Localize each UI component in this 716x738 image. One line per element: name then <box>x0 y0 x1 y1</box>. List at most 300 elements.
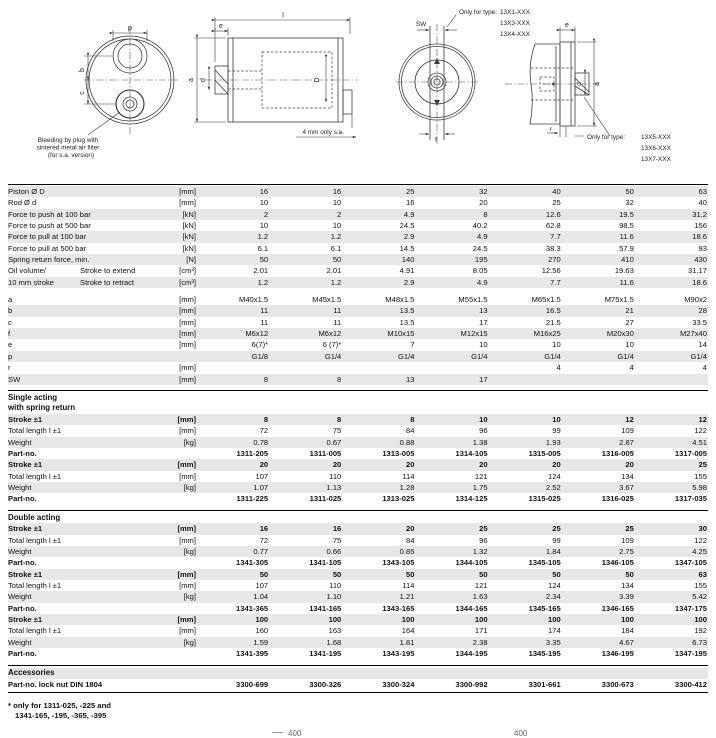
value-cell: 4 <box>702 363 707 373</box>
value-cell: 2 <box>337 209 342 219</box>
row-unit: [mm] <box>177 460 196 470</box>
value-cell: M12x15 <box>460 329 488 339</box>
value-cell: M16x25 <box>533 329 561 339</box>
value-cell: 124 <box>548 471 561 481</box>
row-unit <box>166 351 196 362</box>
row-unit: [mm] <box>179 363 196 373</box>
table-row <box>8 317 708 328</box>
dim-r-label: r <box>549 126 553 133</box>
value-cell: 50 <box>625 569 634 579</box>
value-cell: 1344-165 <box>455 603 488 613</box>
value-cell: 8.05 <box>472 266 488 276</box>
row-unit: [mm] <box>179 329 196 339</box>
clipped-text-right: 400 <box>514 729 528 738</box>
value-cell: 110 <box>329 471 342 481</box>
value-cell: 5.98 <box>692 483 707 493</box>
value-cell: 1317-035 <box>674 494 707 504</box>
value-cell: 121 <box>474 581 488 591</box>
row-unit: [mm] <box>177 569 196 579</box>
footnote-line1: * only for 1311-025, -225 and <box>8 701 111 711</box>
row-unit: [kN] <box>182 221 196 231</box>
value-cell: 11 <box>260 306 269 316</box>
value-cell: M6x12 <box>318 329 342 339</box>
row-unit: [kN] <box>182 232 196 242</box>
table-row <box>8 648 708 659</box>
row-label-part2: Stroke to retract <box>80 277 135 287</box>
table-row <box>8 493 708 504</box>
row-unit: [mm] <box>179 535 196 545</box>
value-cell: 1.93 <box>545 437 561 447</box>
value-cell: 3.67 <box>619 483 634 493</box>
value-cell: 1.81 <box>399 637 415 647</box>
value-cell: 100 <box>621 615 634 625</box>
value-cell: 2.75 <box>619 547 634 557</box>
value-cell: 50 <box>479 569 488 579</box>
value-cell: M10x15 <box>387 329 415 339</box>
value-cell <box>489 374 562 385</box>
value-cell: 3300-992 <box>455 679 488 689</box>
value-cell: 20 <box>259 460 269 470</box>
value-cell: 155 <box>694 471 707 481</box>
value-cell: 17 <box>479 317 488 327</box>
value-cell: G1/8 <box>251 351 269 361</box>
row-unit: [mm] <box>177 615 196 625</box>
value-cell: 32 <box>625 198 634 208</box>
footnote <box>8 701 708 721</box>
type-13x5: 13X5-XXX <box>641 134 671 141</box>
row-unit <box>166 603 196 614</box>
value-cell: 75 <box>332 426 342 436</box>
value-cell: 124 <box>548 581 561 591</box>
side-view-drawing <box>188 13 357 138</box>
row-label: c <box>8 317 12 327</box>
bleeding-note-line1: Bleeding by plug with <box>37 137 99 144</box>
value-cell: 40.2 <box>472 221 488 231</box>
value-cell: 20 <box>479 198 488 208</box>
technical-drawings <box>0 0 716 183</box>
table-row <box>8 569 708 580</box>
value-cell: G1/4 <box>471 351 488 361</box>
row-label: Part-no. lock nut DIN 1804 <box>8 679 103 689</box>
row-label: Weight <box>8 483 32 493</box>
table-row <box>8 679 708 690</box>
value-cell: 5.42 <box>692 592 707 602</box>
value-cell: 10 <box>552 340 561 350</box>
value-cell: 99 <box>552 426 561 436</box>
row-unit <box>166 557 196 568</box>
value-cell: 4.25 <box>692 547 707 557</box>
row-label: e <box>8 340 13 350</box>
value-cell: 1.21 <box>399 592 415 602</box>
rear-cap-detail-drawing <box>505 22 672 163</box>
row-unit: [kg] <box>183 483 196 493</box>
row-label-part1: 10 mm stroke <box>8 277 54 287</box>
value-cell: 107 <box>255 471 269 481</box>
value-cell: 160 <box>255 626 269 636</box>
value-cell: M75x1.5 <box>604 295 634 305</box>
note-4mm: 4 mm only s.a. <box>302 129 344 136</box>
value-cell: G1/4 <box>324 351 342 361</box>
table-row <box>8 471 708 482</box>
value-cell: 6.73 <box>692 637 707 647</box>
row-unit: [mm] <box>177 415 196 425</box>
value-cell: 38.3 <box>545 243 561 253</box>
clipped-dimension-line <box>272 732 283 733</box>
value-cell: 1.84 <box>545 547 561 557</box>
row-label: Part-no. <box>8 494 37 504</box>
value-cell: 28 <box>698 306 707 316</box>
value-cell: M90x2 <box>684 295 707 305</box>
value-cell: 2.38 <box>472 637 488 647</box>
row-label: Force to pull at 500 bar <box>8 243 87 253</box>
value-cell: 12 <box>625 415 634 425</box>
value-cell: 13.5 <box>399 306 415 316</box>
value-cell: 1341-365 <box>236 603 269 613</box>
value-cell: 33.5 <box>692 317 707 327</box>
value-cell: 1341-105 <box>309 558 342 568</box>
value-cell: 6.1 <box>330 243 342 253</box>
type-13x4: 13X4-XXX <box>500 31 530 38</box>
dim-c-label: c <box>79 91 86 95</box>
table-row <box>8 448 708 459</box>
value-cell: 1345-165 <box>528 603 561 613</box>
value-cell: 8 <box>483 209 488 219</box>
row-unit: [kg] <box>183 547 196 557</box>
value-cell: 100 <box>694 615 707 625</box>
bleeding-note-line2: sintered metal air filter <box>36 144 100 152</box>
clipped-text-left: 400 <box>288 729 302 738</box>
row-unit: [mm] <box>179 426 196 436</box>
row-label: Part-no. <box>8 558 37 568</box>
table-row <box>8 625 708 636</box>
row-unit: [mm] <box>179 295 196 305</box>
value-cell: 99 <box>552 535 561 545</box>
value-cell: 3.35 <box>545 637 561 647</box>
value-cell: 0.78 <box>253 437 269 447</box>
value-cell: 2.01 <box>326 266 342 276</box>
value-cell: 8 <box>337 374 342 384</box>
row-unit: [kN] <box>182 209 196 219</box>
value-cell: 8 <box>263 415 269 425</box>
value-cell: 195 <box>474 255 488 265</box>
value-cell: M20x30 <box>606 329 634 339</box>
value-cell <box>269 362 342 373</box>
dim-a2-label: a <box>594 82 601 86</box>
value-cell: 12 <box>698 415 707 425</box>
double-acting-title: Double acting <box>8 512 61 522</box>
value-cell <box>196 362 269 373</box>
value-cell: 1341-165 <box>309 603 342 613</box>
value-cell: 174 <box>548 626 561 636</box>
value-cell: 10 <box>479 340 488 350</box>
value-cell: 84 <box>405 535 415 545</box>
bleeding-note-line3: (for s.a. version) <box>47 152 95 159</box>
value-cell: 1311-005 <box>309 449 342 459</box>
row-unit <box>166 493 196 504</box>
value-cell: 1.59 <box>253 637 269 647</box>
value-cell: 2.34 <box>545 592 561 602</box>
value-cell: 4 <box>556 363 561 373</box>
dim-a-label: a <box>188 78 195 82</box>
table-row <box>8 374 708 385</box>
value-cell: 25 <box>552 198 561 208</box>
value-cell: 1314-105 <box>455 449 488 459</box>
row-unit: [mm] <box>177 524 196 534</box>
value-cell <box>415 362 488 373</box>
row-label: Rod Ø d <box>8 198 37 208</box>
value-cell: 16 <box>259 187 269 196</box>
value-cell: 4.9 <box>477 277 488 287</box>
table-row <box>8 254 708 265</box>
value-cell: 75 <box>332 535 342 545</box>
row-unit: [mm] <box>179 340 196 350</box>
value-cell: 192 <box>694 626 707 636</box>
table-row <box>8 414 708 425</box>
dim-f-label: f <box>435 136 437 144</box>
row-label: SW <box>8 374 21 384</box>
value-cell: 171 <box>474 626 488 636</box>
row-unit: [mm] <box>179 581 196 591</box>
value-cell: 1.2 <box>257 277 269 287</box>
dim-e-label: e <box>219 23 223 30</box>
value-cell: 16 <box>259 524 269 534</box>
row-label: Piston Ø D <box>8 187 45 196</box>
value-cell: 3301-661 <box>528 679 561 689</box>
value-cell: 50 <box>552 569 561 579</box>
table-row <box>8 265 708 276</box>
value-cell: 430 <box>694 255 707 265</box>
value-cell: 12.6 <box>545 209 561 219</box>
value-cell: 19.63 <box>614 266 634 276</box>
value-cell: 40 <box>698 198 707 208</box>
row-unit: [kg] <box>183 592 196 602</box>
value-cell: 21.5 <box>545 317 561 327</box>
value-cell: 4.9 <box>403 209 415 219</box>
value-cell: 25 <box>405 187 415 196</box>
row-label: Weight <box>8 547 32 557</box>
value-cell: 1.07 <box>253 483 269 493</box>
value-cell: 11.6 <box>619 277 634 287</box>
row-label: Total length l ±1 <box>8 471 62 481</box>
value-cell: 4 <box>629 363 634 373</box>
value-cell: M48x1.5 <box>385 295 415 305</box>
row-label-part2: Stroke to extend <box>80 266 136 276</box>
value-cell: 19.5 <box>619 209 634 219</box>
value-cell: 1.38 <box>472 437 488 447</box>
table-row <box>8 339 708 350</box>
value-cell: 7 <box>410 340 415 350</box>
table-end-line <box>8 692 708 693</box>
value-cell: 110 <box>329 581 342 591</box>
value-cell: G1/4 <box>397 351 415 361</box>
sw-end-view-drawing <box>396 9 531 144</box>
value-cell: 24.5 <box>399 221 415 231</box>
value-cell: 1315-025 <box>528 494 561 504</box>
value-cell: 10 <box>259 221 269 231</box>
value-cell: 4.91 <box>399 266 415 276</box>
dim-D-label: D <box>314 77 321 83</box>
value-cell: 14.5 <box>399 243 415 253</box>
value-cell: 50 <box>332 569 342 579</box>
row-unit: [cm³] <box>179 277 196 287</box>
row-label: Stroke ±1 <box>8 460 43 470</box>
value-cell: 1347-175 <box>674 603 707 613</box>
value-cell: 1313-005 <box>382 449 415 459</box>
value-cell <box>635 374 708 385</box>
row-label: Stroke ±1 <box>8 569 43 579</box>
row-unit: [mm] <box>179 187 196 196</box>
value-cell: 3300-326 <box>309 679 342 689</box>
value-cell: 16 <box>332 187 342 196</box>
value-cell: 156 <box>694 221 707 231</box>
value-cell: 109 <box>621 426 634 436</box>
table-row <box>8 603 708 614</box>
row-unit <box>166 679 196 690</box>
value-cell: 140 <box>401 255 415 265</box>
value-cell: 18.6 <box>692 232 707 242</box>
value-cell: 1311-205 <box>236 449 269 459</box>
row-label: Total length l ±1 <box>8 426 62 436</box>
row-unit: [kN] <box>182 243 196 253</box>
row-label <box>8 277 166 288</box>
value-cell: 1311-025 <box>309 494 342 504</box>
table-row <box>8 351 708 362</box>
value-cell: 84 <box>405 426 415 436</box>
value-cell: 50 <box>332 255 342 265</box>
dim-l-label: l <box>282 12 284 20</box>
value-cell: 72 <box>259 535 269 545</box>
table-row <box>8 305 708 316</box>
table-row <box>8 614 708 625</box>
value-cell: 1345-105 <box>528 558 561 568</box>
value-cell: 1.13 <box>326 483 342 493</box>
value-cell: 72 <box>259 426 269 436</box>
value-cell: 10 <box>552 415 561 425</box>
only-for-type-bottom-label: Only for type: <box>587 134 626 141</box>
value-cell: 63 <box>698 569 707 579</box>
value-cell: G1/4 <box>690 351 707 361</box>
value-cell: G1/4 <box>544 351 561 361</box>
row-label: Spring return force, min. <box>8 255 90 265</box>
table-row <box>8 459 708 470</box>
value-cell: 27 <box>625 317 634 327</box>
value-cell: 11.6 <box>619 232 634 242</box>
value-cell: 18.6 <box>692 277 707 287</box>
value-cell: 1347-105 <box>674 558 707 568</box>
value-cell: 40 <box>552 187 561 196</box>
row-unit <box>166 648 196 659</box>
value-cell: 0.85 <box>399 547 415 557</box>
row-label: Stroke ±1 <box>8 524 43 534</box>
value-cell: 1316-025 <box>601 494 634 504</box>
end-view-drawing <box>37 25 178 159</box>
row-unit: [mm] <box>179 374 196 384</box>
dim-b-label: b <box>79 68 86 72</box>
value-cell: 114 <box>402 581 415 591</box>
value-cell: 3.39 <box>619 592 634 602</box>
table-row <box>8 523 708 534</box>
row-unit: [N] <box>186 255 196 265</box>
value-cell: 1346-195 <box>601 649 634 659</box>
value-cell: 1317-005 <box>674 449 707 459</box>
value-cell: 163 <box>328 626 342 636</box>
value-cell: M40x1.5 <box>239 295 269 305</box>
value-cell: 8 <box>263 374 269 384</box>
value-cell: 0.88 <box>399 437 415 447</box>
table-row <box>8 557 708 568</box>
value-cell: 1344-105 <box>455 558 488 568</box>
table-row <box>8 591 708 602</box>
row-unit: [mm] <box>179 626 196 636</box>
value-cell: 20 <box>552 460 561 470</box>
value-cell: 10 <box>259 198 269 208</box>
value-cell: 11 <box>333 317 342 327</box>
table-row <box>8 197 708 208</box>
value-cell: 1.28 <box>399 483 415 493</box>
value-cell: 20 <box>332 460 342 470</box>
row-label: f <box>8 329 11 339</box>
value-cell: 1311-225 <box>236 494 269 504</box>
value-cell: 17 <box>479 374 488 384</box>
table-row <box>8 277 708 288</box>
value-cell: 2.52 <box>545 483 561 493</box>
value-cell: 7.7 <box>550 277 561 287</box>
spec-table <box>8 184 708 721</box>
dim-e2-label: e <box>565 22 569 29</box>
type-13x3: 13X3-XXX <box>500 20 530 27</box>
single-acting-section <box>8 390 708 505</box>
value-cell <box>562 374 635 385</box>
value-cell: 13 <box>479 306 488 316</box>
value-cell: 1343-195 <box>382 649 415 659</box>
row-unit: [mm] <box>179 471 196 481</box>
value-cell: 122 <box>694 426 707 436</box>
footnote-line2: 1341-165, -195, -365, -395 <box>15 711 107 721</box>
value-cell: 2.87 <box>619 437 634 447</box>
table-row <box>8 580 708 591</box>
value-cell: 109 <box>621 535 634 545</box>
value-cell: 4.51 <box>692 437 707 447</box>
table-row <box>8 437 708 448</box>
row-label <box>8 265 166 276</box>
value-cell: 1341-305 <box>236 558 269 568</box>
single-acting-title-line1: Single acting <box>8 392 58 402</box>
table-row <box>8 425 708 436</box>
value-cell: 20 <box>479 460 488 470</box>
value-cell: 62.8 <box>545 221 561 231</box>
table-row <box>8 535 708 546</box>
row-label: Force to pull at 100 bar <box>8 232 87 242</box>
dim-sw-label: SW <box>415 21 427 28</box>
value-cell: 12.56 <box>541 266 561 276</box>
value-cell: 134 <box>621 471 634 481</box>
row-label: Total length l ±1 <box>8 581 62 591</box>
value-cell: 1346-105 <box>601 558 634 568</box>
table-row <box>8 328 708 339</box>
value-cell: 1.2 <box>330 232 342 242</box>
row-unit: [kg] <box>183 437 196 447</box>
row-label: Stroke ±1 <box>8 415 43 425</box>
row-label: Part-no. <box>8 649 37 659</box>
value-cell: M45x1.5 <box>312 295 342 305</box>
row-label: Total length l ±1 <box>8 626 62 636</box>
value-cell: 1.68 <box>326 637 342 647</box>
value-cell: 2.01 <box>253 266 269 276</box>
value-cell: 25 <box>552 524 561 534</box>
table-row <box>8 362 708 373</box>
value-cell: 2 <box>263 209 269 219</box>
row-label: r <box>8 363 11 373</box>
